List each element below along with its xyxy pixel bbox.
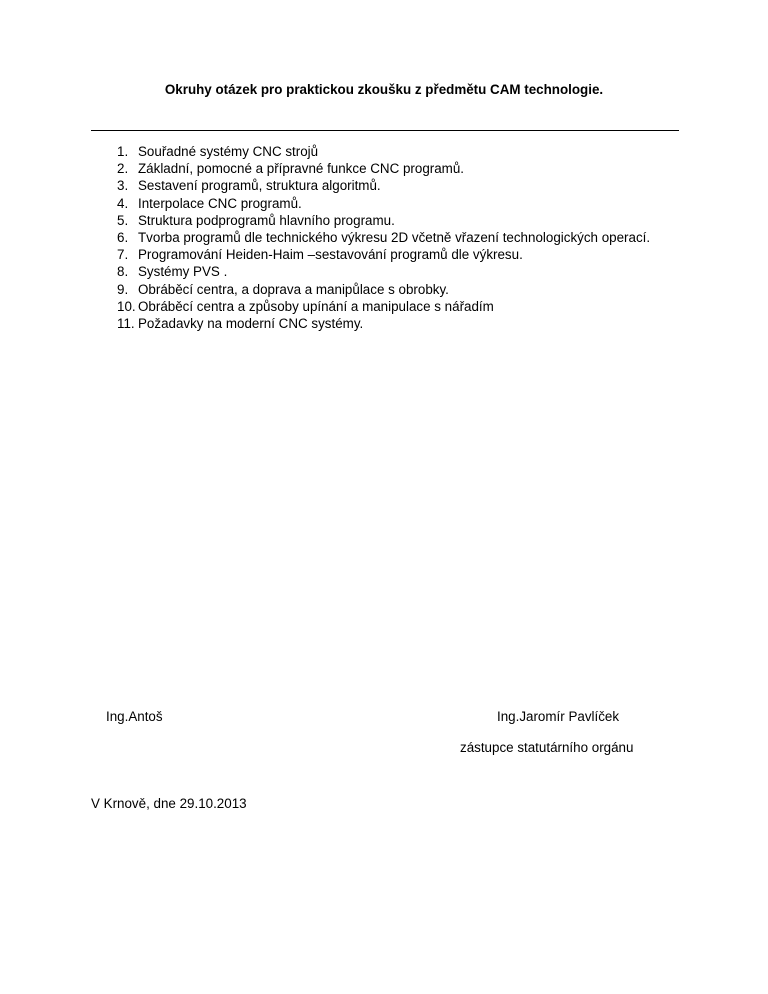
list-item-number: 8.: [117, 264, 129, 280]
list-item-number: 1.: [117, 144, 129, 159]
list-item-text: Sestavení programů, struktura algoritmů.: [138, 178, 381, 194]
list-item-number: 5.: [117, 212, 129, 228]
signature-right-name: Ing.Jaromír Pavlíček: [497, 709, 620, 724]
list-item-text: Interpolace CNC programů.: [138, 195, 302, 211]
question-list: [99, 143, 659, 332]
list-item: [99, 229, 659, 246]
list-item-number: 11.: [117, 316, 135, 332]
list-item: [99, 195, 659, 212]
list-item-number: 3.: [117, 178, 129, 194]
place-and-date: V Krnově, dne 29.10.2013: [91, 796, 247, 811]
list-item-number: 10.: [117, 298, 136, 314]
list-item: [99, 315, 659, 332]
signature-left-name: Ing.Antoš: [106, 709, 163, 724]
signature-right-role: zástupce statutárního orgánu: [460, 740, 634, 755]
list-item-text: Struktura podprogramů hlavního programu.: [138, 212, 395, 228]
list-item: [99, 298, 659, 315]
list-item-text: Souřadné systémy CNC strojů: [138, 144, 319, 159]
list-item: [99, 160, 659, 177]
list-item-number: 4.: [117, 195, 129, 211]
list-item-text: Základní, pomocné a přípravné funkce CNC programů.: [138, 161, 464, 177]
list-item: [99, 246, 659, 263]
list-item: [99, 177, 659, 194]
list-item-text: Programování Heiden-Haim –sestavování programů dle výkresu.: [138, 247, 523, 263]
list-item-number: 2.: [117, 161, 129, 177]
list-item-text: Požadavky na moderní CNC systémy.: [138, 316, 364, 332]
list-item: [99, 263, 659, 280]
list-item: [99, 281, 659, 298]
list-item-text: Obráběcí centra a způsoby upínání a manipulace s nářadím: [138, 298, 494, 314]
list-item-text: Systémy PVS .: [138, 264, 228, 280]
list-item-number: 7.: [117, 247, 129, 263]
horizontal-divider: [91, 130, 679, 131]
list-item: [99, 212, 659, 229]
list-item-text: Tvorba programů dle technického výkresu 2D včetně vřazení technologických operací.: [138, 230, 651, 246]
list-item-number: 9.: [117, 281, 129, 297]
list-item-text: Obráběcí centra, a doprava a manipůlace s obrobky.: [138, 281, 449, 297]
list-item-number: 6.: [117, 230, 129, 246]
list-item: [99, 143, 659, 160]
document-title: Okruhy otázek pro praktickou zkoušku z předmětu CAM technologie.: [164, 82, 604, 97]
